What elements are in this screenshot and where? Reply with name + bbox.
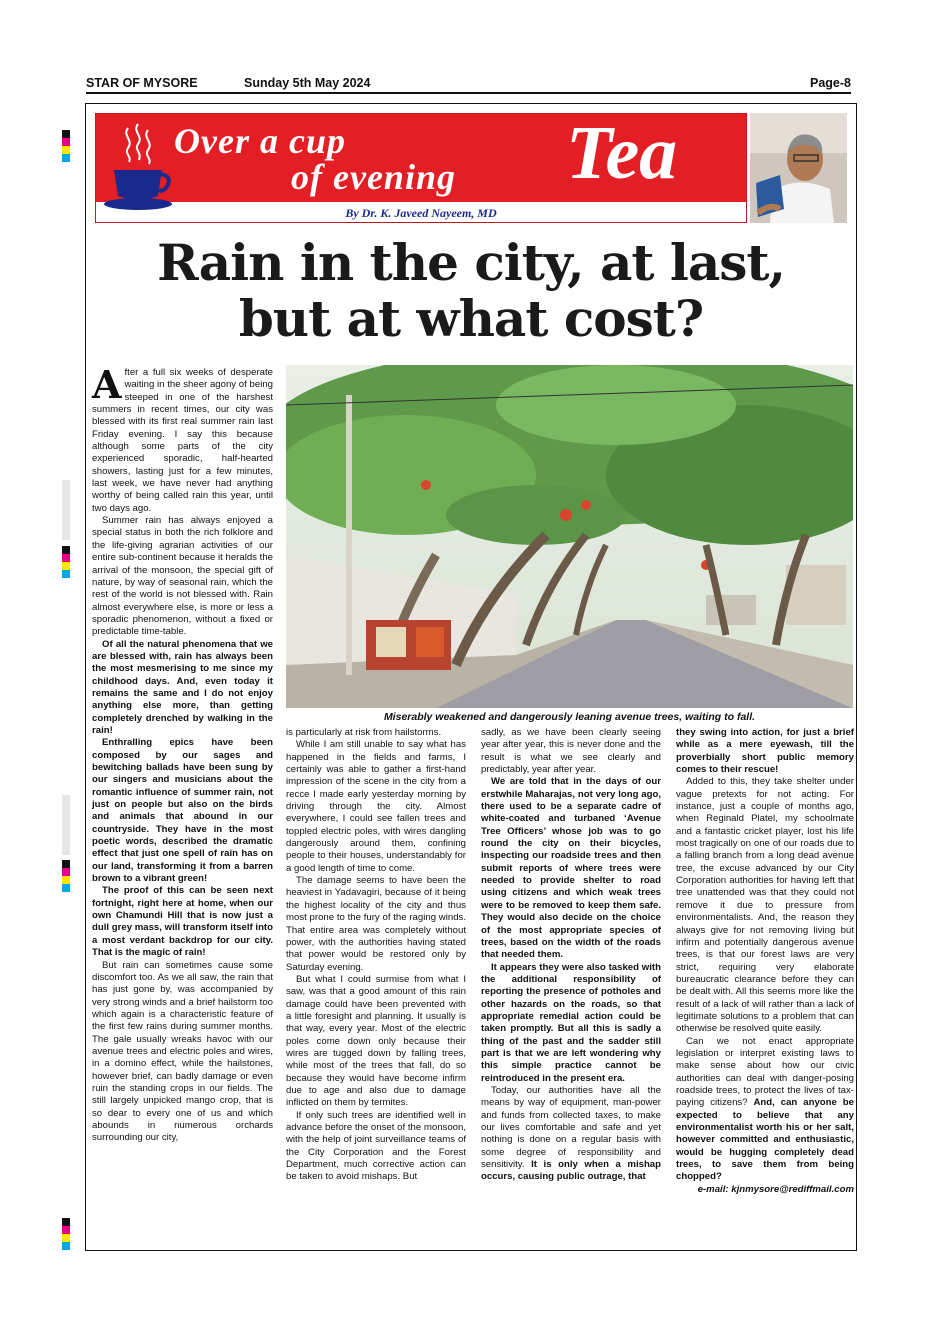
street-photo <box>286 365 853 708</box>
paragraph: Today, our authorities have all the means by way of equipment, man-power and funds from collected taxes, to make our lives comfortable and safe and yet nothing is done on a regular basis with some degree of responsibility and sensitivity. <box>481 1084 661 1171</box>
issue-date: Sunday 5th May 2024 <box>244 76 371 90</box>
headline <box>86 235 856 347</box>
paragraph: sadly, as we have been clearly seeing year after year, this is never done and the result is what we see clearly and predictably, year after year. <box>481 727 661 776</box>
margin-shade <box>62 795 70 855</box>
paragraph: Can we not enact appropriate legislation or interpret existing laws to make sense about how our civic authorities can deal with danger-posing roadside trees, to protect the lives of tax-paying citizens? <box>676 1035 854 1109</box>
banner-title-line1: Over a cup <box>174 121 346 161</box>
registration-marks-bottom <box>62 1218 70 1250</box>
column-banner <box>95 113 747 223</box>
article-column-3 <box>481 727 661 1184</box>
paragraph: The damage seems to have been the heaviest in Yadavagiri, because of it being the highest locality of the city and thus most prone to the fury of the raging winds. That entire area was completely without power, with the authorities having stated that power would be restored only by Saturday evening. <box>286 875 466 973</box>
paragraph: fter a full six weeks of desperate waiting in the sheer agony of being steeped in one of the harshest summers in recent times, our city was blessed with its first real summer rain last Friday evening. I say this because although some parts of the city experienced sporadic, half-hearted showers, lasting just for a few minutes, last week, we have never had anything worthy of being called rain this year, until two days ago. <box>92 367 273 514</box>
paragraph: It appears they were also tasked with the additional responsibility of reporting the presence of potholes and other hazards on the roads, so that appropriate remedial action could be taken promptly. But all this is sadly a thing of the past and the sadder still part is that we are left wondering why this simple practice cannot be reintroduced in the present era. <box>481 961 661 1084</box>
headline-line1: Rain in the city, at last, <box>157 233 785 292</box>
photo-caption: Miserably weakened and dangerously leaning avenue trees, waiting to fall. <box>383 711 756 723</box>
paragraph: The proof of this can be seen next fortnight, right here at home, when our own Chamundi Hill that is now just a dull grey mass, will transform itself into a most verdant backdrop for our city. That is the magic of rain! <box>92 885 273 959</box>
paragraph: Enthralling epics have been composed by our sages and bewitching ballads have been sung by our singers and musicians about the romantic influence of summer rain, not just on people but also on the birds and animals that abound in our countryside. They have in the most poetic words, described the dramatic effect that just one spell of rain has on our land, transforming it from a barren brown to a vibrant green! <box>92 737 273 885</box>
publication-name: STAR OF MYSORE <box>86 76 198 90</box>
article-column-4 <box>676 727 854 1196</box>
paragraph: they swing into action, for just a brief while as a mere eyewash, till the proverbially short public memory comes to their rescue! <box>676 727 854 776</box>
article-column-1 <box>92 362 273 1145</box>
headline-line2: but at what cost? <box>238 289 704 348</box>
paragraph: is particularly at risk from hailstorms. <box>286 727 442 738</box>
paragraph: Summer rain has always enjoyed a special status in both the rich folklore and the life-giving agrarian activities of our entire sub-continent because it heralds the arrival of the monsoon, the special gift of nature, by way of seasonal rain, which the rest of the world is not blessed with. Rain almost everywhere else, is more or less a sporadic phenomenon, without a fixed or predictable time-table. <box>92 515 273 638</box>
article-column-2 <box>286 727 466 1184</box>
author-email[interactable]: e-mail: kjnmysore@rediffmail.com <box>697 1183 854 1195</box>
banner-title-tea: Tea <box>566 111 678 195</box>
paragraph: If only such trees are identified well in advance before the onset of the monsoon, with the help of joint surveillance teams of the City Corporation and the Forest Department, much corrective action can be taken to avoid mishaps. But <box>286 1109 466 1183</box>
author-portrait <box>750 113 847 223</box>
banner-title-line2: of evening <box>291 157 456 197</box>
masthead <box>86 76 851 94</box>
paragraph-bold: And, can anyone be expected to believe that any environmentalist worth his or her salt, however committed and enthusiastic, would be hugging completely dead trees, to save them from being chopped? <box>676 1097 854 1183</box>
registration-marks-top <box>62 130 70 162</box>
margin-shade <box>62 480 70 540</box>
paragraph: But rain can sometimes cause some discomfort too. As we all saw, the rain that has just gone by, was accompanied by very strong winds and a brief hailstorm too which again is a characteristic feature of the first few rains during summer months. The gale usually wreaks havoc with our avenue trees and electric poles and wires, in a domino effect, while the hailstones, however brief, can badly damage or even ruin the standing crops in our fields. The still largely unpicked mango crop, that is so dear to every one of us and which abounds in numerous orchards surrounding our city, <box>92 959 273 1144</box>
drop-cap: A <box>92 362 122 407</box>
paragraph: Of all the natural phenomena that we are blessed with, rain has always been the most mesmerising to me since my childhood days. And, even today it remains the same and I do not enjoy anything else more, than getting completely drenched by walking in the rain! <box>92 638 273 736</box>
author-byline: By Dr. K. Javeed Nayeem, MD <box>345 206 497 220</box>
page-number: Page-8 <box>810 76 851 90</box>
paragraph: But what I could surmise from what I saw, was that a good amount of this rain damage could have been prevented with a little foresight and planning. It usually is that way, every year. Most of the electric poles come down only because their wires are tugged down by falling trees, while most of the trees that fall, do so because they would have become infirm due to age and also due to damage inflicted on them by termites. <box>286 973 466 1109</box>
paragraph: Added to this, they take shelter under vague pretexts for not acting. For instance, just a couple of months ago, when Reginald Platel, my schoolmate and a fantastic cricket player, lost his life most tragically on one of our roads due to a falling branch from a long dead avenue tree, the excuse advanced by our City Corporation authorities for having left that tree unattended was that they could not remove it due to pressure from environmentalists. And, the reason they always give for not removing living but infirm and potentially dangerous avenue trees, is that our forest laws are very strict, requiring very elaborate bureaucratic clearance before they can be dealt with. All this seems more like the result of a lack of will rather than a lack of legitimate solutions to a problem that can otherwise be resolved quite easily. <box>676 776 854 1035</box>
paragraph: While I am still unable to say what has happened in the fields and farms, I certainly was able to gather a first-hand impression of the scene in the city from a recce I made early yesterday morning by driving through the city. Almost everywhere, I could see fallen trees and toppled electric poles, with wires dangling dangerously around them, confining people to their houses, understandably for a good length of time to come. <box>286 739 466 874</box>
registration-marks-lower <box>62 860 70 892</box>
paragraph: We are told that in the days of our erstwhile Maharajas, not very long ago, there used to be a separate cadre of white-coated and turbaned ‘Avenue Tree Officers’ whose job was to go round the city on their bicycles, inspecting our roadside trees and then submit reports of where trees were needed to provide shelter to road using citizens and which weak trees were to be removed to keep them safe. They would also decide on the choice of the most appropriate species of trees, based on the width of the roads that needed them. <box>481 776 661 961</box>
registration-marks-mid <box>62 546 70 578</box>
paragraph-bold: It is only when a mishap occurs, causing public outrage, that <box>481 1159 661 1183</box>
